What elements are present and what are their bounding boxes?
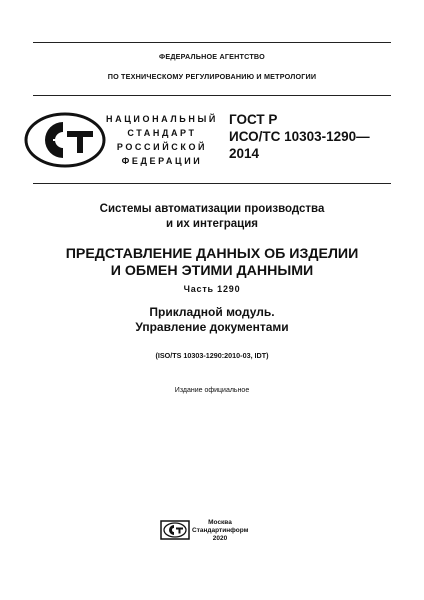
standard-word-3: РОССИЙСКОЙ [116, 142, 208, 152]
publisher-city: Москва [208, 519, 232, 526]
series-line-1: Системы автоматизации производства [99, 203, 325, 215]
part-number: Часть 1290 [183, 284, 241, 294]
publisher-info [192, 519, 248, 543]
standard-word-2: СТАНДАРТ [127, 128, 197, 138]
publication-year: 2020 [212, 535, 228, 542]
middle-rule [33, 95, 391, 96]
designation-line-1: ГОСТ Р [229, 112, 278, 127]
standartinform-logo-icon [160, 520, 190, 540]
module-line-1: Прикладной модуль. [149, 305, 275, 319]
bottom-rule [33, 183, 391, 184]
main-title-line-1: ПРЕДСТАВЛЕНИЕ ДАННЫХ ОБ ИЗДЕЛИИ [65, 246, 359, 262]
module-title [0, 305, 424, 335]
standard-word-4: ФЕДЕРАЦИИ [121, 156, 203, 166]
gost-r-certification-mark-icon [23, 112, 107, 168]
top-rule [33, 42, 391, 43]
publisher-name: Стандартинформ [192, 527, 249, 534]
main-title [0, 246, 424, 280]
standard-word-1: НАЦИОНАЛЬНЫЙ [106, 114, 218, 124]
agency-department: ПО ТЕХНИЧЕСКОМУ РЕГУЛИРОВАНИЮ И МЕТРОЛОГИИ [107, 72, 317, 81]
designation-line-3: 2014 [229, 146, 260, 161]
main-title-line-2: И ОБМЕН ЭТИМИ ДАННЫМИ [110, 263, 314, 279]
national-standard-label [103, 112, 221, 168]
agency-name: ФЕДЕРАЛЬНОЕ АГЕНТСТВО [159, 52, 265, 61]
standard-designation [229, 111, 370, 162]
edition-note: Издание официальное [174, 387, 250, 394]
designation-line-2: ИСО/ТС 10303-1290— [229, 129, 370, 144]
series-line-2: и их интеграция [165, 218, 259, 230]
iso-reference: (ISO/TS 10303-1290:2010-03, IDT) [155, 351, 269, 360]
series-title [0, 202, 424, 232]
module-line-2: Управление документами [135, 320, 289, 334]
